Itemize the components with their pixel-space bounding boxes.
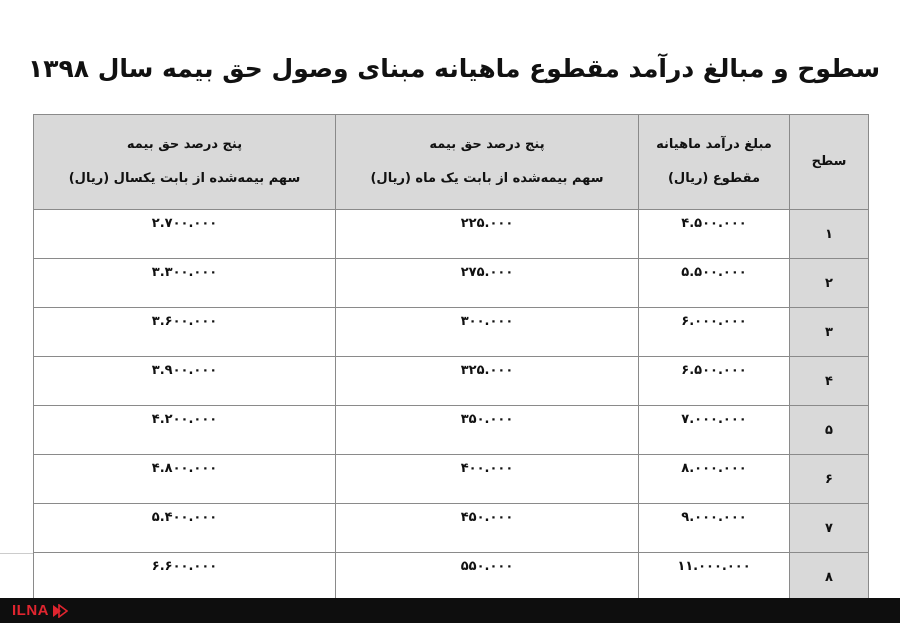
cell-monthly-income [639,308,790,357]
header-level-label: سطح [811,154,847,169]
value-monthly-premium: ۵۵۰.۰۰۰ [460,559,514,574]
table-row [34,259,869,308]
cell-monthly-income [639,210,790,259]
cell-level: ۲ [790,259,869,308]
cell-level: ۵ [790,406,869,455]
value-monthly-income: ۸.۰۰۰.۰۰۰ [681,461,747,476]
insurance-levels-table-container [33,114,868,602]
value-monthly-income: ۴.۵۰۰.۰۰۰ [681,216,747,231]
header-level [790,115,869,210]
cell-yearly-premium [34,210,336,259]
cell-yearly-premium [34,308,336,357]
cell-monthly-premium [336,406,639,455]
table-row [34,504,869,553]
cell-monthly-premium [336,308,639,357]
value-monthly-premium: ۳۲۵.۰۰۰ [460,363,514,378]
cell-monthly-premium [336,504,639,553]
divider [0,553,33,554]
cell-monthly-income [639,357,790,406]
cell-level: ۶ [790,455,869,504]
value-monthly-income: ۶.۰۰۰.۰۰۰ [681,314,747,329]
cell-monthly-income [639,259,790,308]
header-yearly-premium [34,115,336,210]
value-yearly-premium: ۶.۶۰۰.۰۰۰ [151,559,218,574]
value-monthly-premium: ۲۲۵.۰۰۰ [460,216,514,231]
header-monthly-income [639,115,790,210]
value-yearly-premium: ۳.۳۰۰.۰۰۰ [151,265,218,280]
value-monthly-income: ۱۱.۰۰۰.۰۰۰ [677,559,751,574]
value-monthly-premium: ۳۰۰.۰۰۰ [460,314,514,329]
header-monthly-premium [336,115,639,210]
cell-yearly-premium [34,406,336,455]
cell-monthly-income [639,455,790,504]
cell-level: ۴ [790,357,869,406]
header-monthly-premium-line2: سهم بیمه‌شده از بابت یک ماه (ریال) [370,171,604,186]
table-row [34,553,869,602]
header-monthly-income-line2: مقطوع (ریال) [667,171,761,186]
value-yearly-premium: ۲.۷۰۰.۰۰۰ [151,216,218,231]
header-yearly-premium-line2: سهم بیمه‌شده از بابت یکسال (ریال) [68,171,301,186]
value-monthly-income: ۶.۵۰۰.۰۰۰ [681,363,747,378]
value-monthly-income: ۷.۰۰۰.۰۰۰ [681,412,747,427]
cell-monthly-premium [336,210,639,259]
value-monthly-premium: ۴۵۰.۰۰۰ [460,510,514,525]
play-arrow-icon [52,604,68,618]
cell-level: ۷ [790,504,869,553]
header-monthly-premium-line1: پنج درصد حق بیمه [429,137,545,152]
cell-monthly-premium [336,553,639,602]
cell-monthly-income [639,406,790,455]
cell-yearly-premium [34,504,336,553]
value-yearly-premium: ۴.۲۰۰.۰۰۰ [151,412,218,427]
value-yearly-premium: ۵.۴۰۰.۰۰۰ [151,510,218,525]
table-row [34,455,869,504]
logo-text: ILNA [12,602,49,619]
footer-bar [0,598,900,623]
cell-yearly-premium [34,455,336,504]
header-yearly-premium-line1: پنج درصد حق بیمه [126,137,243,152]
cell-yearly-premium [34,553,336,602]
value-monthly-income: ۵.۵۰۰.۰۰۰ [681,265,747,280]
value-yearly-premium: ۴.۸۰۰.۰۰۰ [151,461,218,476]
value-monthly-premium: ۳۵۰.۰۰۰ [460,412,514,427]
cell-level: ۱ [790,210,869,259]
value-monthly-income: ۹.۰۰۰.۰۰۰ [681,510,747,525]
insurance-levels-table [33,114,869,602]
value-yearly-premium: ۳.۹۰۰.۰۰۰ [151,363,218,378]
table-row [34,308,869,357]
document-title: سطوح و مبالغ درآمد مقطوع ماهیانه مبنای وصول حق بیمه سال ۱۳۹۸ [27,54,881,83]
cell-yearly-premium [34,357,336,406]
cell-monthly-premium [336,357,639,406]
ilna-logo [12,601,68,620]
cell-level: ۳ [790,308,869,357]
cell-monthly-premium [336,455,639,504]
table-row [34,210,869,259]
value-monthly-premium: ۲۷۵.۰۰۰ [460,265,514,280]
value-monthly-premium: ۴۰۰.۰۰۰ [460,461,514,476]
table-row [34,357,869,406]
cell-level: ۸ [790,553,869,602]
cell-yearly-premium [34,259,336,308]
header-monthly-income-line1: مبلغ درآمد ماهیانه [656,137,772,152]
table-row [34,406,869,455]
cell-monthly-income [639,504,790,553]
table-header-row [34,115,869,210]
cell-monthly-income [639,553,790,602]
cell-monthly-premium [336,259,639,308]
value-yearly-premium: ۳.۶۰۰.۰۰۰ [151,314,218,329]
